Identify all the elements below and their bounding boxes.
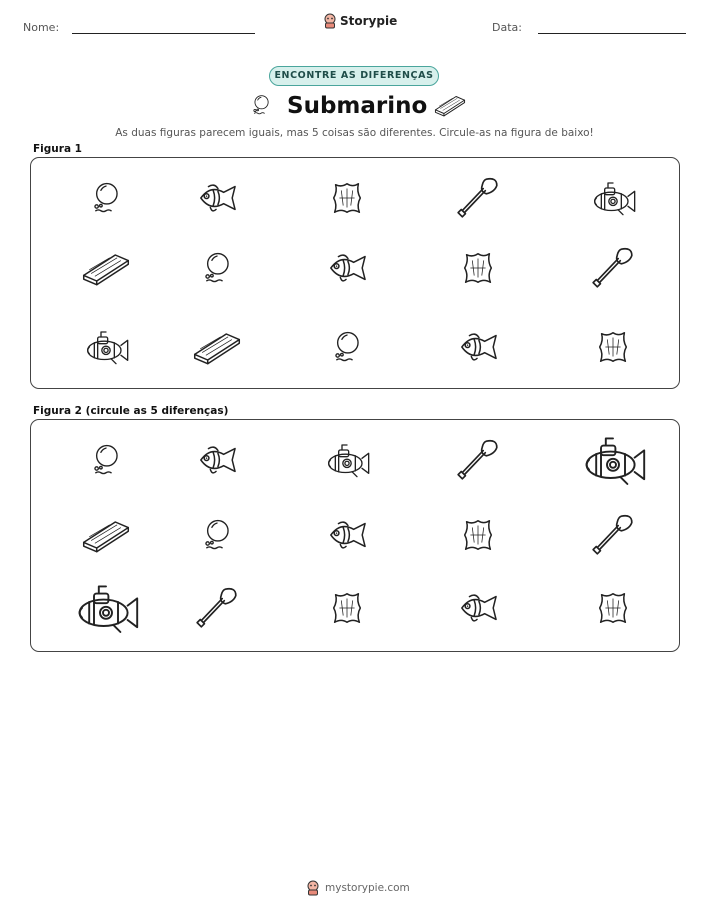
hide-icon[interactable] bbox=[594, 588, 632, 628]
date-input-line[interactable] bbox=[538, 33, 686, 34]
date-label: Data: bbox=[492, 21, 522, 34]
submarine-icon[interactable] bbox=[322, 440, 372, 480]
bubble-icon[interactable] bbox=[200, 515, 234, 555]
submarine-icon[interactable] bbox=[70, 577, 142, 639]
brand-name: Storypie bbox=[340, 14, 398, 28]
name-label: Nome: bbox=[23, 21, 60, 34]
storypie-mascot-icon bbox=[306, 880, 320, 896]
footer bbox=[306, 880, 410, 896]
hide-icon[interactable] bbox=[459, 515, 497, 555]
bubble-icon[interactable] bbox=[89, 440, 123, 480]
name-input-line[interactable] bbox=[72, 33, 255, 34]
page-title: Submarino bbox=[287, 93, 428, 119]
fish-icon[interactable] bbox=[323, 516, 371, 554]
submarine-icon bbox=[81, 327, 131, 367]
oar-icon[interactable] bbox=[590, 512, 636, 558]
fish-icon bbox=[454, 328, 502, 366]
oar-icon bbox=[455, 175, 501, 221]
title-bubble-icon bbox=[250, 93, 272, 117]
hide-icon bbox=[459, 248, 497, 288]
instructions: As duas figuras parecem iguais, mas 5 coisas são diferentes. Circule-as na figura de baixo! bbox=[115, 127, 594, 139]
storypie-mascot-icon bbox=[323, 13, 337, 29]
plank-icon[interactable] bbox=[80, 513, 132, 557]
submarine-icon[interactable] bbox=[577, 429, 649, 491]
footer-site: mystorypie.com bbox=[325, 882, 410, 894]
bubble-icon bbox=[330, 327, 364, 367]
fish-icon bbox=[323, 249, 371, 287]
bubble-icon bbox=[89, 178, 123, 218]
title-plank-icon bbox=[433, 91, 467, 119]
hide-icon bbox=[594, 327, 632, 367]
figure-1-label: Figura 1 bbox=[33, 143, 82, 155]
activity-tag: ENCONTRE AS DIFERENÇAS bbox=[269, 66, 439, 86]
submarine-icon bbox=[588, 178, 638, 218]
oar-icon[interactable] bbox=[194, 585, 240, 631]
brand-logo bbox=[323, 13, 397, 29]
fish-icon[interactable] bbox=[454, 589, 502, 627]
bubble-icon bbox=[200, 248, 234, 288]
oar-icon[interactable] bbox=[455, 437, 501, 483]
plank-icon bbox=[191, 325, 243, 369]
fish-icon[interactable] bbox=[193, 441, 241, 479]
hide-icon[interactable] bbox=[328, 588, 366, 628]
figure-2-label: Figura 2 (circule as 5 diferenças) bbox=[33, 405, 229, 417]
oar-icon bbox=[590, 245, 636, 291]
hide-icon bbox=[328, 178, 366, 218]
plank-icon bbox=[80, 246, 132, 290]
fish-icon bbox=[193, 179, 241, 217]
